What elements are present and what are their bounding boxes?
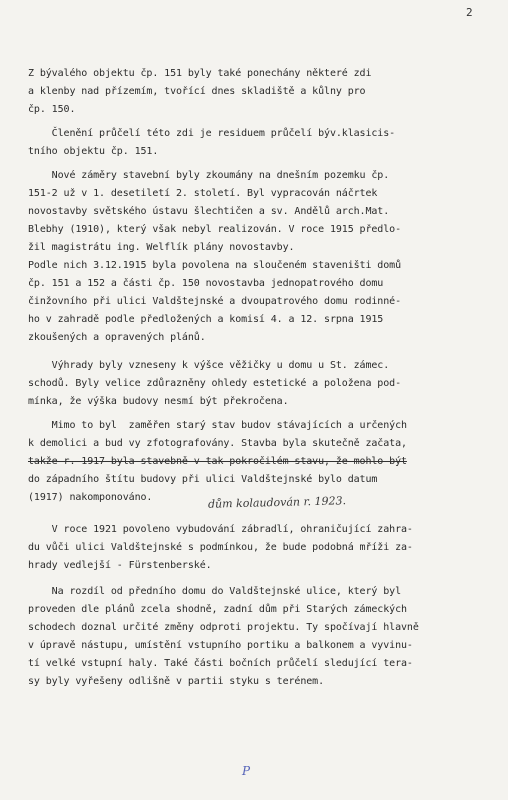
paragraph-4-line-3: mínka, že výška budovy nesmí být překročena. [28,396,289,407]
paragraph-5-line-1: Mimo to byl zaměřen starý stav budov stávajících a určených [28,420,407,431]
paragraph-4-line-1: Výhrady byly vzneseny k výšce věžičky u domu u St. zámec. [28,360,390,371]
paragraph-3-line-5: žil magistrátu ing. Welflík plány novostavby. [28,242,295,253]
paragraph-1-line-3: čp. 150. [28,104,76,115]
paragraph-5-line-4: do západního štítu budovy při ulici Valdštejnské bylo datum [28,474,378,485]
paragraph-3-line-6: Podle nich 3.12.1915 byla povolena na sloučeném staveništi domů [28,260,401,271]
paragraph-5-line-5: (1917) nakomponováno. [28,492,153,503]
paragraph-3-line-7: čp. 151 a 152 a části čp. 150 novostavba jednopatrového domu [28,278,384,289]
paragraph-7-line-5: tí velké vstupní haly. Také části bočních průčelí sledující tera- [28,658,413,669]
page-number: 2 [466,6,473,19]
paragraph-3-line-2: 151-2 už v 1. desetiletí 2. století. Byl vypracován náčrtek [28,188,378,199]
bottom-handwritten-mark: P [242,764,251,778]
paragraph-3-line-4: Blebhy (1910), který však nebyl realizován. V roce 1915 předlo- [28,224,401,235]
paragraph-1-line-2: a klenby nad přízemím, tvořící dnes skladiště a kůlny pro [28,86,366,97]
paragraph-5-line-2: k demolici a bud vy zfotografovány. Stavba byla skutečně začata, [28,438,407,449]
paragraph-3-line-10: zkoušených a opravených plánů. [28,332,206,343]
paragraph-1-line-1: Z bývalého objektu čp. 151 byly také ponechány některé zdi [28,68,372,79]
paragraph-6-line-3: hrady vedlejší - Fürstenberské. [28,560,212,571]
paragraph-6-line-2: du vůči ulici Valdštejnské s podmínkou, že bude podobná mříži za- [28,542,413,553]
paragraph-7-line-4: v úpravě nástupu, umístění vstupního portiku a balkonem a vyvinu- [28,640,413,651]
paragraph-2-line-2: tního objektu čp. 151. [28,146,159,157]
paragraph-7-line-1: Na rozdíl od předního domu do Valdštejnské ulice, který byl [28,586,401,597]
paragraph-3-line-3: novostavby světského ústavu šlechtičen a sv. Andělů arch.Mat. [28,206,390,217]
paragraph-3-line-1: Nové záměry stavební byly zkoumány na dnešním pozemku čp. [28,170,390,181]
paragraph-7-line-3: schodech doznal určité změny odproti projektu. Ty spočívají hlavně [28,622,419,633]
paragraph-7-line-2: proveden dle plánů zcela shodně, zadní dům při Starých zámeckých [28,604,407,615]
paragraph-4-line-2: schodů. Byly velice zdůrazněny ohledy estetické a položena pod- [28,378,401,389]
paragraph-2-line-1: Členění průčelí této zdi je residuem průčelí býv.klasicis- [28,128,396,139]
paragraph-3-line-8: činžovního při ulici Valdštejnské a dvoupatrového domu rodinné- [28,296,401,307]
paragraph-7-line-6: sy byly vyřešeny odlišně v partii styku s terénem. [28,676,325,687]
handwritten-note: dům kolaudován r. 1923. [207,494,347,511]
paragraph-5-line-3-struck: takže r. 1917 byla stavebně v tak pokročilém stavu, že mohlo být [28,456,407,467]
paragraph-3-line-9: ho v zahradě podle předložených a komisí 4. a 12. srpna 1915 [28,314,384,325]
paragraph-6-line-1: V roce 1921 povoleno vybudování zábradlí, ohraničující zahra- [28,524,413,535]
